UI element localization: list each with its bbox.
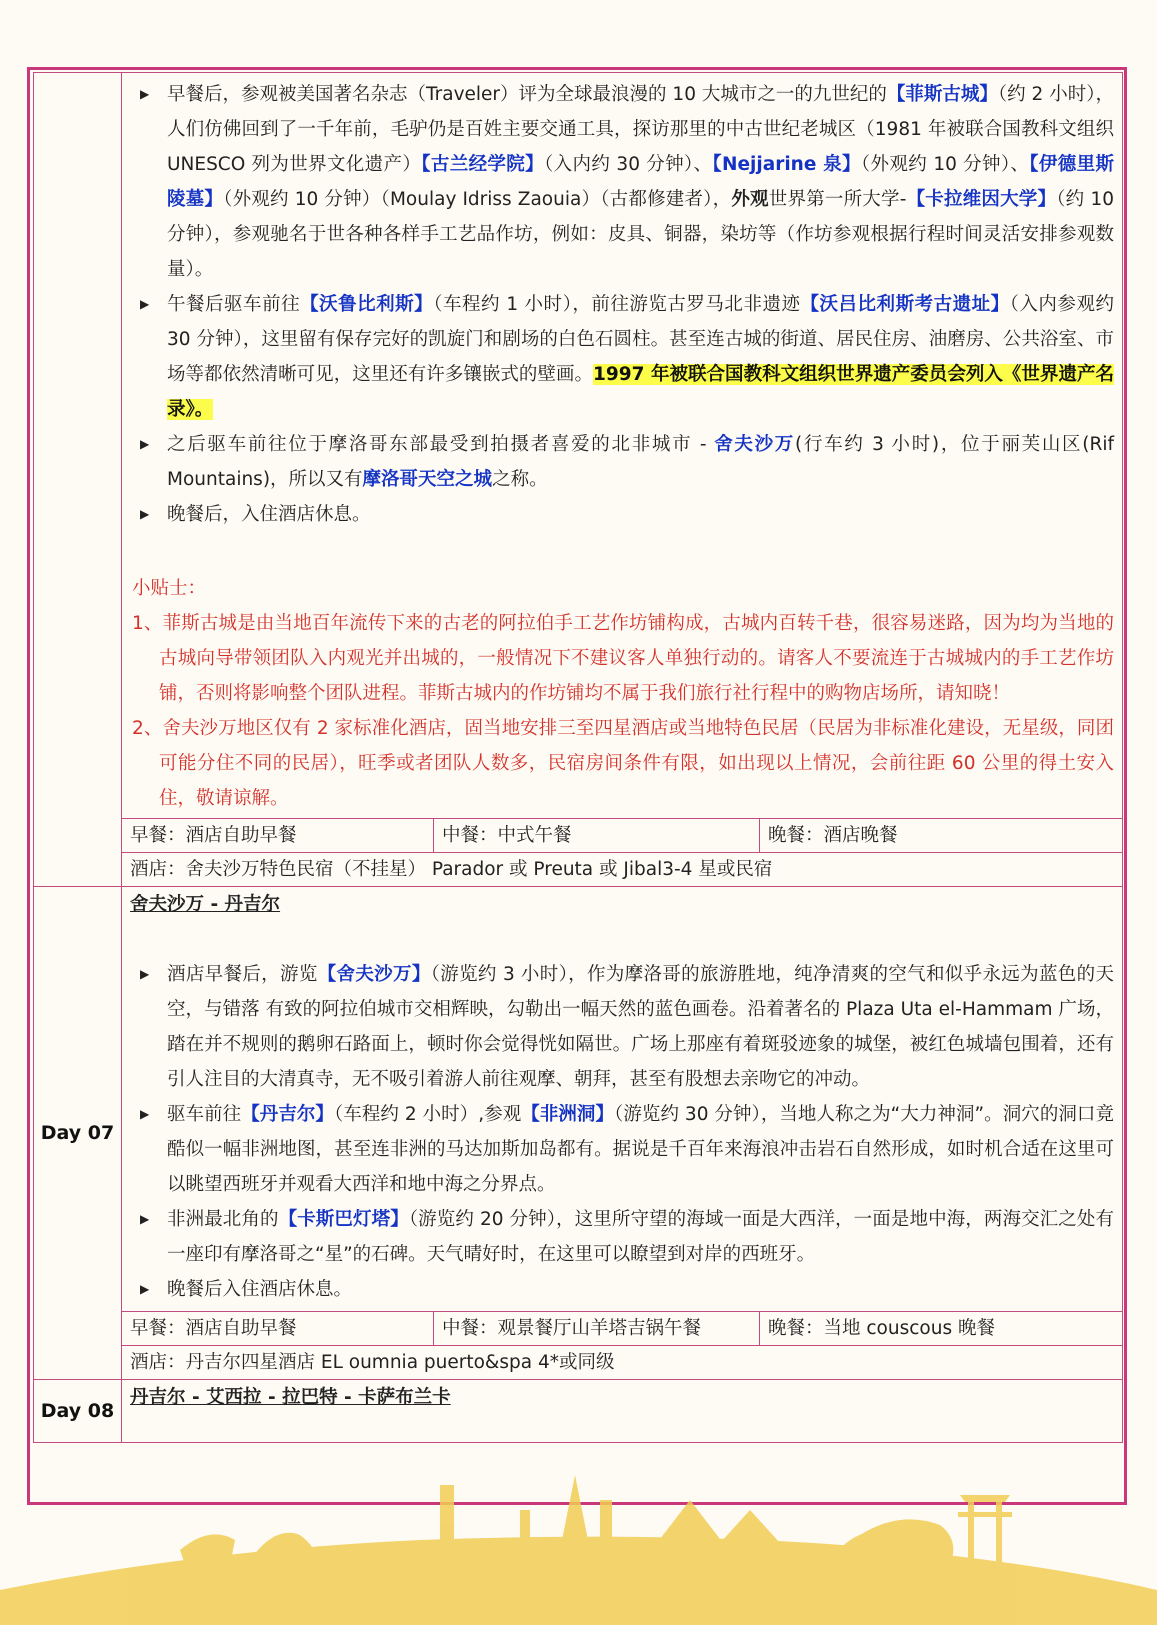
day07-route-title: 舍夫沙万 - 丹吉尔 [130, 894, 281, 915]
tip-item: 1、菲斯古城是由当地百年流传下来的古老的阿拉伯手工艺作坊铺构成，古城内百转千巷，很容易迷路，因为均为当地的古城向导带领团队入内观光并出城的，一般情况下不建议客人单独行动的。请客人不要流连于古城城内的手工艺作坊铺，否则将影响整个团队进程。菲斯古城内的作坊铺均不属于我们旅行社行程中的购物店场所，请知晓！ [132, 613, 1114, 704]
bullet-text: 世界第一所大学- [768, 189, 907, 210]
lunch-cell: 中餐：观景餐厅山羊塔吉锅午餐 [434, 1312, 760, 1345]
day07-row [34, 887, 1123, 1380]
highlighted-place-name: 【丹吉尔】 [241, 1104, 334, 1125]
highlighted-place-name: 舍夫沙万 [714, 434, 796, 455]
dinner-cell: 晚餐：酒店晚餐 [768, 825, 898, 846]
tip-item: 2、舍夫沙万地区仅有 2 家标准化酒店，固当地安排三至四星酒店或当地特色民居（民居为非标准化建设，无星级，同团可能分住不同的民居），旺季或者团队人数多，民宿房间条件有限，如出现以上情况，会前往距 60 公里的得土安入住，敬请谅解。 [132, 718, 1114, 809]
highlighted-place-name: 【卡斯巴灯塔】 [278, 1209, 409, 1230]
itinerary-bullet [132, 77, 1114, 287]
dinner-cell: 晚餐：当地 couscous 晚餐 [768, 1318, 995, 1339]
bullet-text: 之后驱车前往位于摩洛哥东部最受到拍摄者喜爱的北非城市 - [167, 434, 715, 455]
itinerary-bullet [132, 1202, 1114, 1272]
day07-bullet-list [122, 922, 1122, 1311]
bullet-text: （游览约 30 分钟），当地人称之为“大力神洞”。洞穴的洞口竟酷似一幅非洲地图，甚至连非洲的马达加斯加岛都有。据说是千百年来海浪冲击岩石自然形成，如时机合适在这里可以眺望西班牙并观看大西洋和地中海之分界点。 [167, 1104, 1114, 1195]
arrow-bullet-icon: ▶ [140, 1212, 150, 1226]
tips-title: 小贴士： [132, 578, 207, 599]
day06-bullet-list [122, 73, 1122, 536]
bullet-text: 酒店早餐后，游览 [167, 964, 318, 985]
highlighted-place-name: 【非洲洞】 [521, 1104, 615, 1125]
day08-row [34, 1380, 1123, 1443]
breakfast-cell: 早餐：酒店自助早餐 [122, 819, 434, 852]
bullet-text: （入内约 30 分钟）、 [544, 154, 713, 175]
highlighted-place-name: 【卡拉维因大学】 [906, 189, 1057, 210]
highlighted-place-name: 【古兰经学院】 [421, 154, 545, 175]
bullet-text: （约 10 分钟），参观驰名于世各种各样手工艺品作坊，例如：皮具、铜器，染坊等（作坊参观根据行程时间灵活安排参观数量）。 [167, 189, 1114, 280]
bullet-text: 非洲最北角的 [167, 1209, 279, 1230]
day06-row [34, 73, 1123, 887]
itinerary-table [33, 72, 1123, 1443]
bullet-text: (行车约 3 小时)，位于丽芙山区(Rif Mountains)，所以又有 [167, 434, 1114, 490]
arrow-bullet-icon: ▶ [140, 297, 150, 311]
breakfast-cell: 早餐：酒店自助早餐 [122, 1312, 434, 1345]
bullet-text: （游览约 3 小时），作为摩洛哥的旅游胜地，纯净清爽的空气和似乎永远为蓝色的天空，与错落 有致的阿拉伯城市交相辉映，勾勒出一幅天然的蓝色画卷。沿着著名的 Plaza Uta el-Hammam 广场，踏在并不规则的鹅卵石路面上，顿时你会觉得恍如隔世。广场上那座有着斑驳迹象的城堡，被红色城墙包围着，还有引人注目的大清真寺，无不吸引着游人前往观摩、朝拜，甚至有股想去亲吻它的冲动。 [167, 964, 1114, 1090]
itinerary-bullet [132, 1097, 1114, 1202]
bullet-text: 外观 [731, 189, 769, 210]
arrow-bullet-icon: ▶ [140, 87, 150, 101]
day06-content-cell [122, 73, 1123, 887]
highlighted-place-name: 【沃吕比利斯考古遗址】 [800, 294, 1010, 315]
bullet-text: （外观约 10 分钟）（Moulay Idriss Zaouia）（古都修建者）， [223, 189, 732, 210]
day07-content-cell [122, 887, 1123, 1380]
highlighted-place-name: 【舍夫沙万】 [317, 964, 431, 985]
day08-label: Day 08 [34, 1380, 122, 1443]
bullet-text: （游览约 20 分钟），这里所守望的海域一面是大西洋，一面是地中海，两海交汇之处有一座印有摩洛哥之“星”的石碑。天气晴好时，在这里可以瞭望到对岸的西班牙。 [167, 1209, 1114, 1265]
day07-hotel: 酒店：丹吉尔四星酒店 EL oumnia puerto&spa 4*或同级 [122, 1345, 1122, 1379]
bullet-text: 晚餐后，入住酒店休息。 [167, 504, 371, 525]
arrow-bullet-icon: ▶ [140, 507, 150, 521]
day08-content-cell [122, 1380, 1123, 1443]
bullet-text: 驱车前往 [167, 1104, 242, 1125]
day07-label: Day 07 [34, 887, 122, 1380]
highlighted-place-name: 【伊德里斯陵墓】 [167, 154, 1114, 210]
highlighted-place-name: 摩洛哥天空之城 [362, 469, 493, 490]
itinerary-bullet [132, 497, 1114, 532]
day06-meals [122, 818, 1122, 852]
arrow-bullet-icon: ▶ [140, 1107, 150, 1121]
bullet-text: 之称。 [492, 469, 548, 490]
itinerary-bullet [132, 1272, 1114, 1307]
bullet-text: （车程约 2 小时）,参观 [333, 1104, 522, 1125]
arrow-bullet-icon: ▶ [140, 1282, 150, 1296]
highlighted-place-name: 【菲斯古城】 [886, 84, 998, 105]
highlighted-place-name: 【Nejjarine 泉】 [712, 154, 861, 175]
bullet-text: 早餐后，参观被美国著名杂志（Traveler）评为全球最浪漫的 10 大城市之一的九世纪的 [167, 84, 887, 105]
arrow-bullet-icon: ▶ [140, 967, 150, 981]
itinerary-bullet [132, 957, 1114, 1097]
day07-meals [122, 1311, 1122, 1345]
day08-route-title: 丹吉尔 - 艾西拉 - 拉巴特 - 卡萨布兰卡 [130, 1387, 451, 1408]
bullet-text: （车程约 1 小时），前往游览古罗马北非遗迹 [433, 294, 801, 315]
bullet-text: （外观约 10 分钟）、 [860, 154, 1030, 175]
lunch-cell: 中餐：中式午餐 [434, 819, 760, 852]
arrow-bullet-icon: ▶ [140, 437, 150, 451]
highlighted-note: 1997 年被联合国教科文组织世界遗产委员会列入《世界遗产名录》。 [167, 364, 1114, 420]
bullet-text: 午餐后驱车前往 [167, 294, 301, 315]
itinerary-bullet [132, 287, 1114, 427]
bullet-text: （入内参观约 30 分钟），这里留有保存完好的凯旋门和剧场的白色石圆柱。甚至连古城的街道、居民住房、油磨房、公共浴室、市场等都依然清晰可见，这里还有许多镶嵌式的壁画。 [167, 294, 1114, 385]
day06-label-cell [34, 73, 122, 887]
itinerary-bullet [132, 427, 1114, 497]
bullet-text: 晚餐后入住酒店休息。 [167, 1279, 353, 1300]
highlighted-place-name: 【沃鲁比利斯】 [300, 294, 434, 315]
bullet-text: （约 2 小时），人们仿佛回到了一千年前，毛驴仍是百姓主要交通工具，探访那里的中古世纪老城区（1981 年被联合国教科文组织 UNESCO 列为世界文化遗产） [167, 84, 1114, 175]
footer-skyline-illustration [0, 1440, 1157, 1625]
day06-hotel: 酒店：舍夫沙万特色民宿（不挂星） Parador 或 Preuta 或 Jibal3-4 星或民宿 [122, 852, 1122, 886]
